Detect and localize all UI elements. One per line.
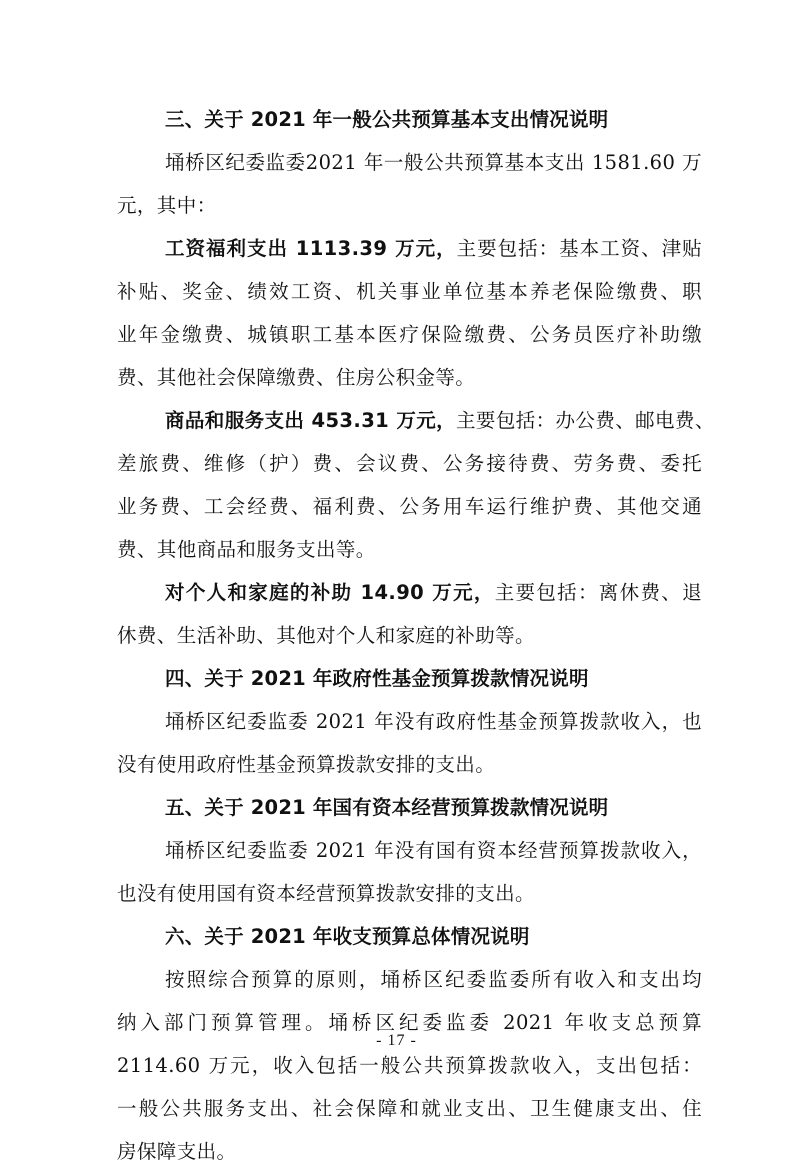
section6-paragraph	[117, 958, 702, 1173]
text-line: 费、其他社会保障缴费、住房公积金等。	[117, 366, 476, 389]
text-line: 埇桥区纪委监委 2021 年没有政府性基金预算拨款收入，也	[165, 710, 702, 733]
text-line: 按照综合预算的原则，埇桥区纪委监委所有收入和支出均	[165, 968, 702, 991]
goods-services-lead: 商品和服务支出 453.31 万元，	[165, 409, 457, 432]
text-line: 补贴、奖金、绩效工资、机关事业单位基本养老保险缴费、职	[117, 280, 702, 303]
text-line: 费、其他商品和服务支出等。	[117, 538, 376, 561]
section-heading-4: 四、关于 2021 年政府性基金预算拨款情况说明	[165, 667, 589, 690]
text-line: 埇桥区纪委监委 2021 年没有国有资本经营预算拨款收入，	[165, 839, 702, 862]
household-subsidy-paragraph	[117, 571, 702, 657]
page-number: - 17 -	[376, 1032, 417, 1049]
wages-welfare-lead: 工资福利支出 1113.39 万元，	[165, 237, 457, 260]
text-line: 业务费、工会经费、福利费、公务用车运行维护费、其他交通	[117, 495, 702, 518]
section5-paragraph	[117, 829, 702, 915]
text-line: 房保障支出。	[117, 1140, 237, 1163]
goods-services-paragraph	[117, 399, 715, 571]
section-heading-3: 三、关于 2021 年一般公共预算基本支出情况说明	[165, 108, 609, 131]
text-line: 休费、生活补助、其他对个人和家庭的补助等。	[117, 624, 535, 647]
text-line: 差旅费、维修（护）费、会议费、公务接待费、劳务费、委托	[117, 452, 702, 475]
wages-welfare-paragraph	[117, 227, 702, 399]
goods-services-rest: 主要包括：办公费、邮电费、	[456, 409, 715, 432]
text-line: 一般公共服务支出、社会保障和就业支出、卫生健康支出、住	[117, 1097, 702, 1120]
household-subsidy-lead: 对个人和家庭的补助 14.90 万元，	[165, 581, 495, 604]
section-heading-5: 五、关于 2021 年国有资本经营预算拨款情况说明	[165, 796, 609, 819]
section4-paragraph	[117, 700, 702, 786]
text-line	[117, 227, 702, 270]
text-line: 2114.60 万元，收入包括一般公共预算拨款收入，支出包括：	[117, 1054, 702, 1077]
document-body	[117, 98, 715, 1173]
household-subsidy-rest: 主要包括：离休费、退	[494, 581, 702, 604]
text-line: 纳入部门预算管理。埇桥区纪委监委 2021 年收支总预算	[117, 1011, 702, 1034]
text-line: 也没有使用国有资本经营预算拨款安排的支出。	[117, 882, 535, 905]
text-line	[117, 571, 702, 614]
text-line: 元，其中：	[117, 194, 217, 217]
text-line: 没有使用政府性基金预算拨款安排的支出。	[117, 753, 496, 776]
text-line: 埇桥区纪委监委2021 年一般公共预算基本支出 1581.60 万	[165, 151, 702, 174]
section-heading-6: 六、关于 2021 年收支预算总体情况说明	[165, 925, 530, 948]
wages-welfare-rest: 主要包括：基本工资、津贴	[456, 237, 702, 260]
text-line: 业年金缴费、城镇职工基本医疗保险缴费、公务员医疗补助缴	[117, 323, 702, 346]
text-line	[117, 399, 715, 442]
section3-intro-paragraph	[117, 141, 702, 227]
